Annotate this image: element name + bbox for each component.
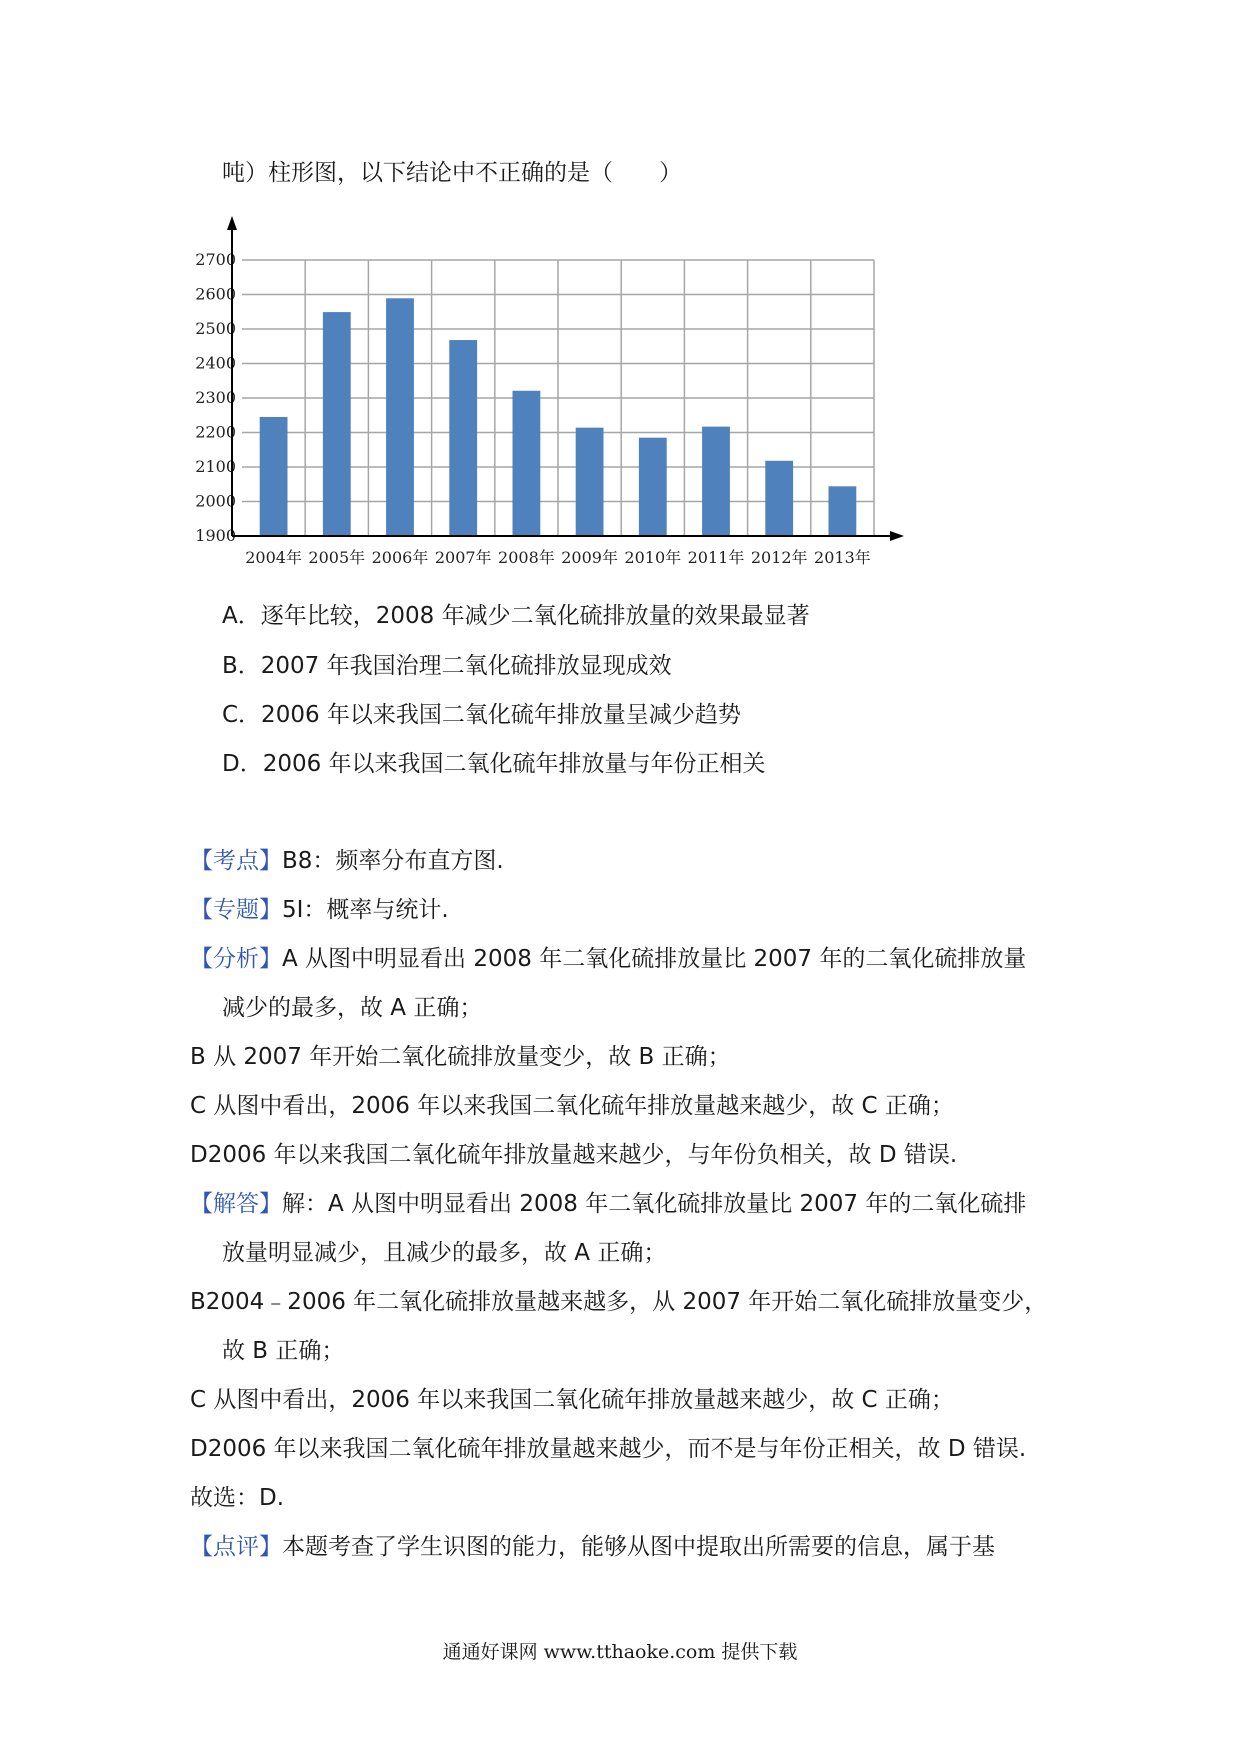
y-tick-label: 2400 (195, 353, 236, 373)
dianping-line (190, 1532, 995, 1562)
fenxi-tag: 【分析】 (190, 946, 282, 972)
x-tick-label: 2011年 (687, 548, 745, 567)
x-tick-label: 2010年 (624, 548, 682, 567)
bar (639, 438, 667, 536)
page-footer: 通通好课网 www.tthaoke.com 提供下载 (442, 1641, 798, 1663)
y-tick-label: 1900 (195, 526, 236, 545)
dianping-text: 本题考查了学生识图的能力，能够从图中提取出所需要的信息，属于基 (282, 1534, 995, 1560)
x-tick-label: 2004年 (245, 548, 302, 567)
fenxi-line-2: 减少的最多，故 A 正确； (222, 995, 483, 1021)
jieda-line-7: 故选：D. (190, 1485, 285, 1511)
x-tick-label: 2012年 (750, 548, 808, 567)
fenxi-line-3: B 从 2007 年开始二氧化硫排放量变少，故 B 正确； (190, 1044, 731, 1070)
x-tick-label: 2008年 (498, 548, 555, 567)
y-tick-label: 2100 (195, 457, 236, 476)
bar (576, 428, 604, 536)
dianping-tag: 【点评】 (190, 1534, 282, 1560)
kaodian-line (190, 846, 504, 876)
zhuanti-tag: 【专题】 (190, 897, 282, 923)
fenxi-line-1 (190, 944, 1026, 974)
jieda-tag: 【解答】 (190, 1191, 282, 1217)
jieda-line-4: 故 B 正确； (222, 1338, 345, 1364)
fenxi-line-4: C 从图中看出，2006 年以来我国二氧化硫年排放量越来越少，故 C 正确； (190, 1093, 954, 1119)
x-axis-arrow (890, 531, 904, 541)
jieda-line-1 (190, 1189, 1026, 1219)
bar (702, 427, 730, 536)
zhuanti-line (190, 895, 449, 925)
bar (386, 298, 414, 536)
y-tick-label: 2600 (195, 284, 236, 304)
x-tick-label: 2009年 (561, 548, 618, 567)
x-tick-label: 2013年 (814, 548, 871, 567)
kaodian-tag: 【考点】 (190, 848, 282, 874)
jieda-line-5: C 从图中看出，2006 年以来我国二氧化硫年排放量越来越少，故 C 正确； (190, 1387, 954, 1413)
y-tick-label: 2700 (195, 250, 236, 269)
bar (765, 461, 793, 536)
jieda-line-6: D2006 年以来我国二氧化硫年排放量越来越少，而不是与年份正相关，故 D 错误. (190, 1436, 1027, 1462)
x-tick-label: 2006年 (371, 548, 429, 567)
question-stem: 吨）柱形图，以下结论中不正确的是（ ） (222, 160, 682, 186)
option-d: D．2006 年以来我国二氧化硫年排放量与年份正相关 (222, 751, 766, 777)
bar (323, 312, 351, 536)
option-c: C．2006 年以来我国二氧化硫年排放量呈减少趋势 (222, 702, 741, 728)
kaodian-text: B8：频率分布直方图. (282, 848, 504, 874)
zhuanti-text: 5I：概率与统计. (282, 897, 449, 923)
y-axis-arrow (227, 216, 237, 230)
y-tick-label: 2200 (195, 422, 236, 442)
fenxi-text-1: A 从图中明显看出 2008 年二氧化硫排放量比 2007 年的二氧化硫排放量 (282, 946, 1027, 972)
x-tick-label: 2007年 (434, 548, 492, 567)
bar (260, 417, 288, 536)
option-a: A．逐年比较，2008 年减少二氧化硫排放量的效果最显著 (222, 603, 810, 629)
fenxi-line-5: D2006 年以来我国二氧化硫年排放量越来越少，与年份负相关，故 D 错误. (190, 1142, 958, 1168)
jieda-line-3: B2004﹣2006 年二氧化硫排放量越来越多，从 2007 年开始二氧化硫排放量变少， (190, 1289, 1048, 1315)
y-tick-label: 2000 (195, 491, 236, 511)
x-tick-label: 2005年 (308, 548, 366, 567)
bar (828, 486, 856, 536)
jieda-line-2: 放量明显减少，且减少的最多，故 A 正确； (222, 1240, 667, 1266)
bar (449, 340, 477, 536)
jieda-text-1: 解：A 从图中明显看出 2008 年二氧化硫排放量比 2007 年的二氧化硫排 (282, 1191, 1027, 1217)
option-b: B．2007 年我国治理二氧化硫排放显现成效 (222, 653, 672, 679)
emission-bar-chart (180, 212, 910, 582)
bar (512, 391, 540, 536)
y-tick-label: 2500 (195, 319, 236, 338)
y-tick-label: 2300 (195, 388, 236, 407)
